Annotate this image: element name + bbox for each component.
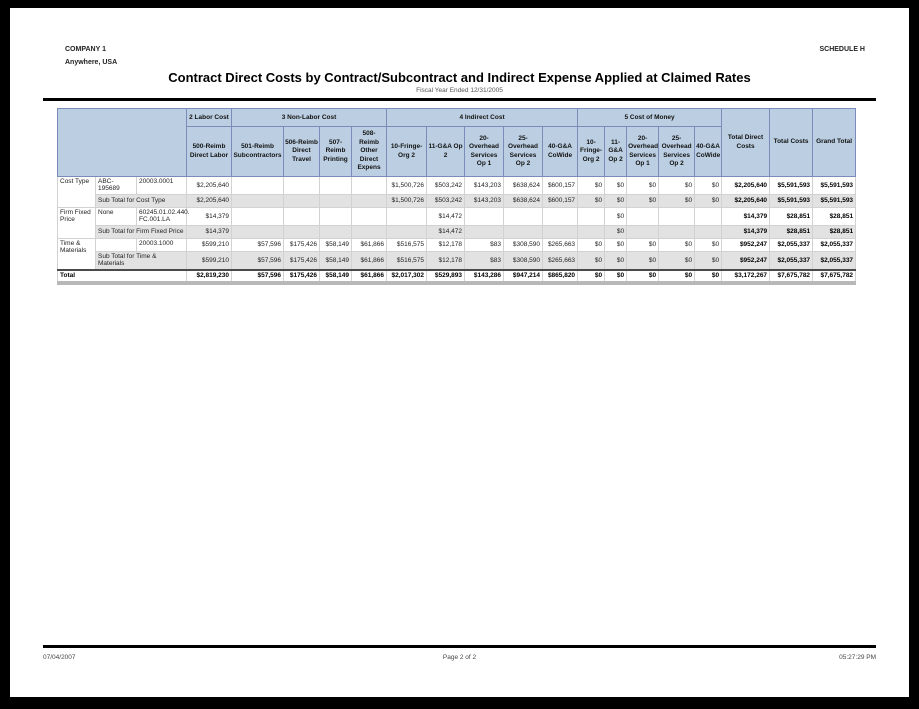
value-cell — [627, 207, 659, 225]
total-value-cell: $3,172,267 — [722, 270, 770, 283]
detail-row — [58, 207, 856, 225]
col-header: 20-Overhead Services Op 1 — [627, 127, 659, 177]
subtotal-value-cell — [232, 225, 284, 238]
subtotal-value-cell: $638,624 — [504, 194, 543, 207]
value-cell: $83 — [465, 238, 504, 251]
table-container — [57, 108, 856, 285]
value-cell — [578, 207, 605, 225]
total-value-cell: $143,286 — [465, 270, 504, 283]
subtotal-value-cell: $952,247 — [722, 251, 770, 269]
subtotal-value-cell — [352, 194, 387, 207]
subtotal-value-cell: $12,178 — [427, 251, 465, 269]
value-cell: $638,624 — [504, 177, 543, 195]
subtotal-value-cell — [543, 225, 578, 238]
subtotal-value-cell: $175,426 — [284, 251, 320, 269]
row-group-label: Cost Type — [58, 177, 96, 208]
col-header: 11-G&A Op 2 — [427, 127, 465, 177]
value-cell — [284, 207, 320, 225]
subtotal-row — [58, 251, 856, 269]
subtotal-value-cell: $2,055,337 — [813, 251, 856, 269]
subtotal-value-cell — [284, 225, 320, 238]
subtotal-value-cell — [387, 225, 427, 238]
subtotal-value-cell: $14,379 — [722, 225, 770, 238]
value-cell: $57,596 — [232, 238, 284, 251]
value-cell: $952,247 — [722, 238, 770, 251]
value-cell: $0 — [605, 238, 627, 251]
total-row — [58, 270, 856, 283]
detail-row — [58, 238, 856, 251]
subtotal-value-cell — [320, 225, 352, 238]
report-subtitle: Fiscal Year Ended 12/31/2005 — [416, 87, 503, 94]
total-value-cell: $0 — [605, 270, 627, 283]
subtotal-value-cell: $0 — [695, 251, 722, 269]
value-cell: $14,472 — [427, 207, 465, 225]
value-cell: $5,591,593 — [770, 177, 813, 195]
value-cell: $143,203 — [465, 177, 504, 195]
value-cell: $0 — [578, 177, 605, 195]
value-cell: $308,590 — [504, 238, 543, 251]
total-value-cell: $529,893 — [427, 270, 465, 283]
value-cell: $58,149 — [320, 238, 352, 251]
value-cell: $0 — [627, 177, 659, 195]
subtotal-label: Sub Total for Cost Type — [96, 194, 187, 207]
value-cell: $503,242 — [427, 177, 465, 195]
subtotal-value-cell — [465, 225, 504, 238]
total-value-cell: $0 — [659, 270, 695, 283]
subtotal-value-cell: $599,210 — [187, 251, 232, 269]
cost-table — [57, 108, 856, 285]
subtotal-value-cell: $0 — [695, 194, 722, 207]
subtotal-value-cell: $0 — [605, 225, 627, 238]
company-name: COMPANY 1 — [65, 46, 106, 53]
subtotal-value-cell: $265,663 — [543, 251, 578, 269]
subtotal-label: Sub Total for Time & Materials — [96, 251, 187, 269]
subtotal-value-cell: $57,596 — [232, 251, 284, 269]
value-cell: $0 — [605, 177, 627, 195]
total-value-cell: $0 — [695, 270, 722, 283]
value-cell: $2,055,337 — [770, 238, 813, 251]
company-location: Anywhere, USA — [65, 59, 118, 66]
subtotal-value-cell: $0 — [578, 251, 605, 269]
task-cell: 20003.0001 — [137, 177, 187, 195]
total-label: Total — [58, 270, 187, 283]
col-header: 10-Fringe-Org 2 — [387, 127, 427, 177]
total-value-cell: $0 — [627, 270, 659, 283]
subtotal-value-cell — [504, 225, 543, 238]
value-cell: $0 — [659, 177, 695, 195]
col-header: 508-Reimb Other Direct Expens — [352, 127, 387, 177]
subtotal-value-cell: $0 — [659, 194, 695, 207]
col-header: 500-Reimb Direct Labor — [187, 127, 232, 177]
total-value-cell: $0 — [578, 270, 605, 283]
value-cell: $0 — [695, 177, 722, 195]
value-cell — [465, 207, 504, 225]
group-header: 4 Indirect Cost — [387, 109, 578, 127]
subtotal-value-cell — [352, 225, 387, 238]
value-cell — [543, 207, 578, 225]
col-header: 40-G&A CoWide — [695, 127, 722, 177]
total-value-cell: $7,675,782 — [813, 270, 856, 283]
total-value-cell: $7,675,782 — [770, 270, 813, 283]
row-group-label: Firm Fixed Price — [58, 207, 96, 238]
value-cell — [387, 207, 427, 225]
footer-rule — [43, 645, 876, 648]
value-cell — [320, 177, 352, 195]
subtotal-value-cell: $1,500,726 — [387, 194, 427, 207]
col-header: 40-G&A CoWide — [543, 127, 578, 177]
subtotal-value-cell: $0 — [605, 194, 627, 207]
row-group-label: Time & Materials — [58, 238, 96, 269]
subtotal-value-cell — [232, 194, 284, 207]
total-value-cell: $61,866 — [352, 270, 387, 283]
subtotal-value-cell: $0 — [627, 251, 659, 269]
contract-cell — [96, 238, 137, 251]
subtotal-value-cell: $0 — [659, 251, 695, 269]
subtotal-label: Sub Total for Firm Fixed Price — [96, 225, 187, 238]
total-col-header: Total Costs — [770, 109, 813, 177]
subtotal-value-cell — [284, 194, 320, 207]
col-header: 10-Fringe-Org 2 — [578, 127, 605, 177]
group-header: 3 Non-Labor Cost — [232, 109, 387, 127]
schedule-label: SCHEDULE H — [819, 46, 865, 53]
total-value-cell: $2,017,302 — [387, 270, 427, 283]
col-header: 507-Reimb Printing — [320, 127, 352, 177]
value-cell — [284, 177, 320, 195]
subtotal-value-cell: $308,590 — [504, 251, 543, 269]
value-cell: $1,500,726 — [387, 177, 427, 195]
value-cell: $0 — [627, 238, 659, 251]
total-col-header: Total Direct Costs — [722, 109, 770, 177]
value-cell: $0 — [695, 238, 722, 251]
subtotal-value-cell — [578, 225, 605, 238]
value-cell — [695, 207, 722, 225]
value-cell — [232, 177, 284, 195]
subtotal-value-cell: $2,205,640 — [722, 194, 770, 207]
subtotal-value-cell — [320, 194, 352, 207]
value-cell: $0 — [605, 207, 627, 225]
subtotal-row — [58, 225, 856, 238]
subtotal-value-cell: $28,851 — [770, 225, 813, 238]
value-cell: $14,379 — [187, 207, 232, 225]
value-cell: $175,426 — [284, 238, 320, 251]
col-header: 25-Overhead Services Op 2 — [659, 127, 695, 177]
task-cell: 20003.1000 — [137, 238, 187, 251]
value-cell: $599,210 — [187, 238, 232, 251]
subtotal-value-cell — [627, 225, 659, 238]
col-header: 501-Reimb Subcontractors — [232, 127, 284, 177]
subtotal-value-cell: $503,242 — [427, 194, 465, 207]
value-cell: $2,205,640 — [722, 177, 770, 195]
subtotal-value-cell: $2,205,640 — [187, 194, 232, 207]
value-cell — [659, 207, 695, 225]
value-cell: $2,205,640 — [187, 177, 232, 195]
col-header: 25-Overhead Services Op 2 — [504, 127, 543, 177]
contract-cell: ABC-195689 — [96, 177, 137, 195]
subtotal-value-cell: $14,379 — [187, 225, 232, 238]
subtotal-value-cell: $28,851 — [813, 225, 856, 238]
col-header: 11-G&A Op 2 — [605, 127, 627, 177]
value-cell: $5,591,593 — [813, 177, 856, 195]
total-value-cell: $57,596 — [232, 270, 284, 283]
value-cell: $2,055,337 — [813, 238, 856, 251]
value-cell: $265,663 — [543, 238, 578, 251]
value-cell: $600,157 — [543, 177, 578, 195]
footer-time: 05:27:29 PM — [839, 654, 876, 661]
value-cell — [320, 207, 352, 225]
value-cell — [352, 207, 387, 225]
subtotal-value-cell: $143,203 — [465, 194, 504, 207]
value-cell: $516,575 — [387, 238, 427, 251]
total-value-cell: $175,426 — [284, 270, 320, 283]
subtotal-value-cell: $61,866 — [352, 251, 387, 269]
subtotal-value-cell: $83 — [465, 251, 504, 269]
header-rule — [43, 98, 876, 101]
report-title: Contract Direct Costs by Contract/Subcontract and Indirect Expense Applied at Claimed Rates — [168, 70, 751, 85]
subtotal-value-cell: $516,575 — [387, 251, 427, 269]
value-cell: $0 — [659, 238, 695, 251]
value-cell — [504, 207, 543, 225]
subtotal-value-cell: $0 — [627, 194, 659, 207]
corner-cell — [58, 109, 187, 177]
value-cell — [232, 207, 284, 225]
value-cell: $0 — [578, 238, 605, 251]
subtotal-value-cell — [659, 225, 695, 238]
subtotal-row — [58, 194, 856, 207]
total-value-cell: $2,819,230 — [187, 270, 232, 283]
subtotal-value-cell — [695, 225, 722, 238]
total-col-header: Grand Total — [813, 109, 856, 177]
subtotal-value-cell: $14,472 — [427, 225, 465, 238]
task-cell: 60245.01.02.440. FC.001.LA — [137, 207, 187, 225]
subtotal-value-cell: $0 — [605, 251, 627, 269]
value-cell: $28,851 — [770, 207, 813, 225]
subtotal-value-cell: $600,157 — [543, 194, 578, 207]
contract-cell: None — [96, 207, 137, 225]
total-value-cell: $865,820 — [543, 270, 578, 283]
subtotal-value-cell: $58,149 — [320, 251, 352, 269]
group-header: 5 Cost of Money — [578, 109, 722, 127]
value-cell: $14,379 — [722, 207, 770, 225]
total-value-cell: $947,214 — [504, 270, 543, 283]
report-page — [10, 8, 909, 697]
subtotal-value-cell: $2,055,337 — [770, 251, 813, 269]
detail-row — [58, 177, 856, 195]
subtotal-value-cell: $0 — [578, 194, 605, 207]
col-header: 506-Reimb Direct Travel — [284, 127, 320, 177]
value-cell: $61,866 — [352, 238, 387, 251]
subtotal-value-cell: $5,591,593 — [770, 194, 813, 207]
group-header: 2 Labor Cost — [187, 109, 232, 127]
value-cell: $12,178 — [427, 238, 465, 251]
value-cell — [352, 177, 387, 195]
footer-date: 07/04/2007 — [43, 654, 76, 661]
total-value-cell: $58,149 — [320, 270, 352, 283]
col-header: 20-Overhead Services Op 1 — [465, 127, 504, 177]
subtotal-value-cell: $5,591,593 — [813, 194, 856, 207]
footer-page-number: Page 2 of 2 — [442, 654, 477, 661]
value-cell: $28,851 — [813, 207, 856, 225]
